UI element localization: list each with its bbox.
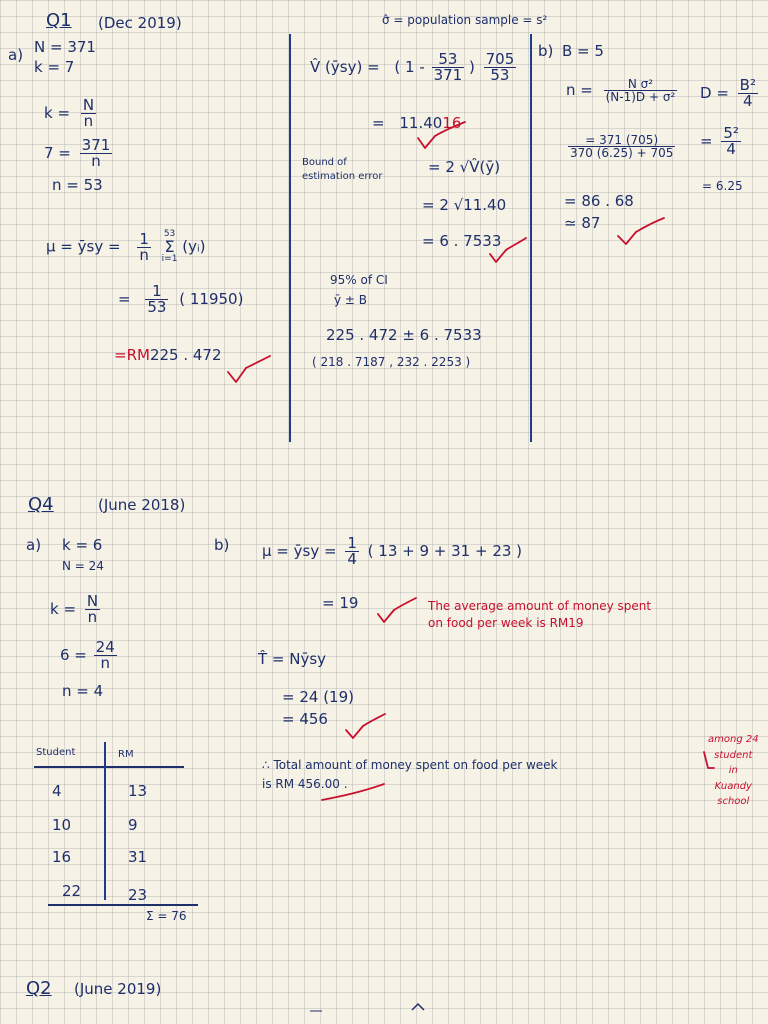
q4-b-mu-formula: μ = ȳsy = $\frac{1}{4}$ ( 13 + 9 + 31 + 23 ) <box>262 534 523 568</box>
q4-part-b-label: b) <box>214 536 230 554</box>
table-sum: Σ = 76 <box>146 909 187 923</box>
q1-part-b-label: b) <box>538 42 554 60</box>
q4-a-n: n = 4 <box>62 682 104 700</box>
q4-b-mu-result: = 19 <box>322 594 359 612</box>
q2-date: (June 2019) <box>74 980 162 998</box>
table-header-student: Student <box>36 747 76 758</box>
q1-b-n-formula: n = $\frac{\text{N σ²}}{\text{(N-1)D + σ²}}$ <box>566 77 676 104</box>
q1-b-D-formula: D = $\frac{\text{B²}}{4}$ <box>700 76 756 110</box>
q1-b-approx1: = 86 . 68 <box>564 192 634 210</box>
q1-a-k: k = 7 <box>34 58 75 76</box>
sum-hat-icon <box>412 1004 424 1010</box>
q1-a-mu-result: =RM225 . 472 <box>114 346 222 364</box>
q1-b-substitution: $\frac{= 371 (705)}{370 (6.25) + 705}$ <box>570 133 674 160</box>
q4-b-T-formula: T̂ = Nȳsy <box>258 650 327 668</box>
check-mark-icon <box>346 726 363 738</box>
q4-b-T-result: = 456 <box>282 710 328 728</box>
q1-title: Q1 <box>46 10 72 31</box>
check-mark-icon <box>490 250 506 262</box>
q1-b-B: B = 5 <box>562 42 604 60</box>
q1-var-result: = 11.4016 <box>372 114 462 132</box>
q1-bound-eq2: = 2 √11.40 <box>422 196 507 214</box>
q1-ci-formula: ȳ ± B <box>334 293 368 307</box>
q4-title: Q4 <box>28 494 54 515</box>
q1-b-approx2: ≃ 87 <box>564 214 601 232</box>
q4-date: (June 2018) <box>98 496 186 514</box>
q2-title: Q2 <box>26 978 52 999</box>
q4-a-k: k = 6 <box>62 536 103 554</box>
q1-a-mu-formula: μ = ȳsy = $\frac{1}{n}$ 53 Σ i=1 (yᵢ) <box>46 229 206 264</box>
q1-a-substitution: 7 = $\frac{371}{n}$ <box>44 136 111 170</box>
q1-a-N: N = 371 <box>34 38 96 56</box>
q4-a-formula: k = $\frac{N}{n}$ <box>50 592 99 626</box>
q4-b-conclusion: ∴ Total amount of money spent on food per week is RM 456.00 . <box>262 758 558 791</box>
q1-ci-interval: ( 218 . 7187 , 232 . 2253 ) <box>312 355 471 369</box>
q1-ci-label: 95% of CI <box>330 273 388 287</box>
q1-date: (Dec 2019) <box>98 14 182 32</box>
q4-part-a-label: a) <box>26 536 42 554</box>
q2-partial-line: ⎺ <box>310 1009 323 1023</box>
q4-a-substitution: 6 = $\frac{24}{n}$ <box>60 638 115 672</box>
q1-b-D-value: = $\frac{\text{5²}}{4}$ <box>700 124 739 158</box>
q4-b-T-sub: = 24 (19) <box>282 688 354 706</box>
q1-var-header: σ̂ = population sample = s² <box>382 13 548 27</box>
check-mark-icon <box>228 368 246 382</box>
q4-b-mu-note: The average amount of money spent on food per week is RM19 <box>428 599 652 630</box>
q1-b-D-result: = 6.25 <box>702 179 743 193</box>
q4-b-side-note: among 24 student in Kuandy school <box>708 734 759 807</box>
q1-bound-eq3: = 6 . 7533 <box>422 232 502 250</box>
check-mark-icon <box>378 610 394 622</box>
check-mark-icon <box>418 136 435 148</box>
q4-table: Student RM 4 13 10 9 16 31 22 23 Σ = 76 <box>34 742 184 922</box>
q1-bound-label: Bound of estimation error <box>302 157 383 182</box>
q4-a-N: N = 24 <box>62 559 104 573</box>
check-mark-icon <box>618 232 636 244</box>
q1-ci-values: 225 . 472 ± 6 . 7533 <box>326 326 482 344</box>
q1-a-k-formula: k = $\frac{N}{n}$ <box>44 96 95 130</box>
q1-var-formula: V̂ (ȳsy) = ( 1 - $\frac{53}{371}$ ) $\frac{705}{53}$ <box>310 50 515 84</box>
q1-bound-eq1: = 2 √V̂(ȳ) <box>428 158 501 176</box>
q1-a-mu-substitution: = $\frac{1}{53}$ ( 11950) <box>118 282 244 316</box>
table-header-rm: RM <box>118 749 134 760</box>
q1-a-n: n = 53 <box>52 176 103 194</box>
q1-part-a-label: a) <box>8 46 24 64</box>
